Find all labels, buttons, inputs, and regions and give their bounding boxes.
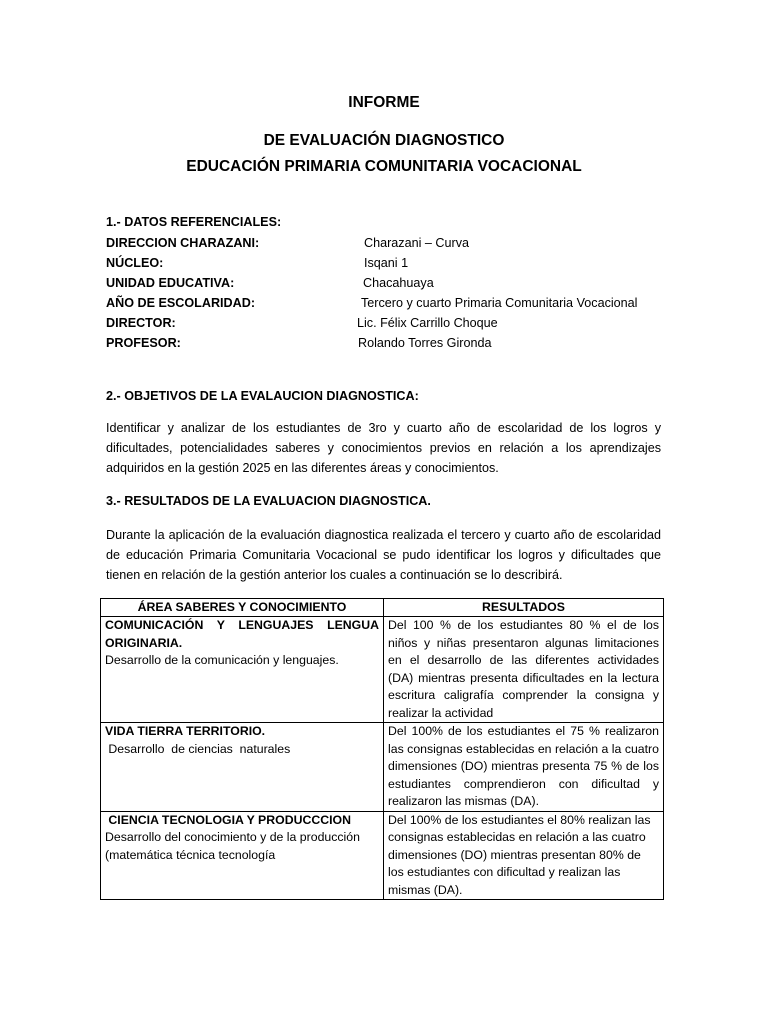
label-ano-escolaridad: AÑO DE ESCOLARIDAD: — [106, 296, 256, 310]
table-row — [101, 723, 664, 812]
area-title: VIDA TIERRA TERRITORIO. — [105, 724, 266, 738]
area-description: Desarrollo de la comunicación y lenguajes. — [105, 653, 339, 667]
result-cell: Del 100% de los estudiantes el 80% realizan las consignas establecidas en relación a las cuatro dimensiones (DO) mientras presentan 80% de los estudiantes con dificultad y realizan las mismas (DA). — [384, 811, 664, 900]
area-title: COMUNICACIÓN Y LENGUAJES LENGUA ORIGINARIA. — [105, 618, 379, 650]
section3-body: Durante la aplicación de la evaluación diagnostica realizada el tercero y cuarto año de escolaridad de educación Primaria Comunitaria Vocacional se pudo identificar los logros y dificultades que tienen en relación de la gestión anterior los cuales a continuación se lo describirá. — [106, 528, 661, 582]
result-cell: Del 100% de los estudiantes el 75 % realizaron las consignas establecidas en relación a la cuatro dimensiones (DO) mientras presenta 75 % de los estudiantes comprendieron con dificultad y realizaron las mismas (DA). — [384, 723, 664, 812]
area-title: CIENCIA TECNOLOGIA Y PRODUCCCION — [105, 812, 351, 827]
area-cell — [101, 723, 384, 812]
value-ano-escolaridad: Tercero y cuarto Primaria Comunitaria Vocacional — [361, 296, 638, 310]
report-program: EDUCACIÓN PRIMARIA COMUNITARIA VOCACIONAL — [186, 158, 582, 175]
area-description: Desarrollo del conocimiento y de la producción (matemática técnica tecnología — [105, 830, 360, 862]
area-cell — [101, 617, 384, 723]
section1-heading: 1.- DATOS REFERENCIALES: — [106, 215, 282, 229]
table-row — [101, 811, 664, 900]
label-direccion: DIRECCION CHARAZANI: — [106, 236, 260, 250]
table-row — [101, 617, 664, 723]
value-nucleo: Isqani 1 — [364, 256, 409, 270]
label-profesor: PROFESOR: — [106, 336, 181, 350]
area-cell — [101, 811, 384, 900]
header-area: ÁREA SABERES Y CONOCIMIENTO — [101, 599, 384, 617]
results-table — [100, 598, 664, 900]
label-director: DIRECTOR: — [106, 316, 176, 330]
report-subtitle: DE EVALUACIÓN DIAGNOSTICO — [263, 132, 505, 149]
value-direccion: Charazani – Curva — [364, 236, 469, 250]
section3-heading: 3.- RESULTADOS DE LA EVALUACION DIAGNOSTICA. — [106, 494, 431, 508]
label-unidad-educativa: UNIDAD EDUCATIVA: — [106, 276, 235, 290]
report-title: INFORME — [348, 94, 420, 111]
result-cell: Del 100 % de los estudiantes 80 % el de los niños y niñas presentaron algunas limitaciones en el desarrollo de las diferentes actividades (DA) mientras presenta dificultades en la lectura escritura caligrafía comprender la consigna y realizar la actividad — [384, 617, 664, 723]
area-description: Desarrollo de ciencias naturales — [105, 741, 291, 756]
section2-heading: 2.- OBJETIVOS DE LA EVALAUCION DIAGNOSTICA: — [106, 389, 419, 403]
table-header-row — [101, 599, 664, 617]
value-director: Lic. Félix Carrillo Choque — [357, 316, 498, 330]
header-resultados: RESULTADOS — [384, 599, 664, 617]
label-nucleo: NÚCLEO: — [106, 256, 164, 270]
section2-body: Identificar y analizar de los estudiantes de 3ro y cuarto año de escolaridad de los logros y dificultades, potencialidades saberes y conocimientos previos en relación a los aprendizajes adquiridos en la gestión 2025 en las diferentes áreas y conocimientos. — [106, 421, 661, 475]
value-profesor: Rolando Torres Gironda — [358, 336, 492, 350]
value-unidad-educativa: Chacahuaya — [363, 276, 434, 290]
